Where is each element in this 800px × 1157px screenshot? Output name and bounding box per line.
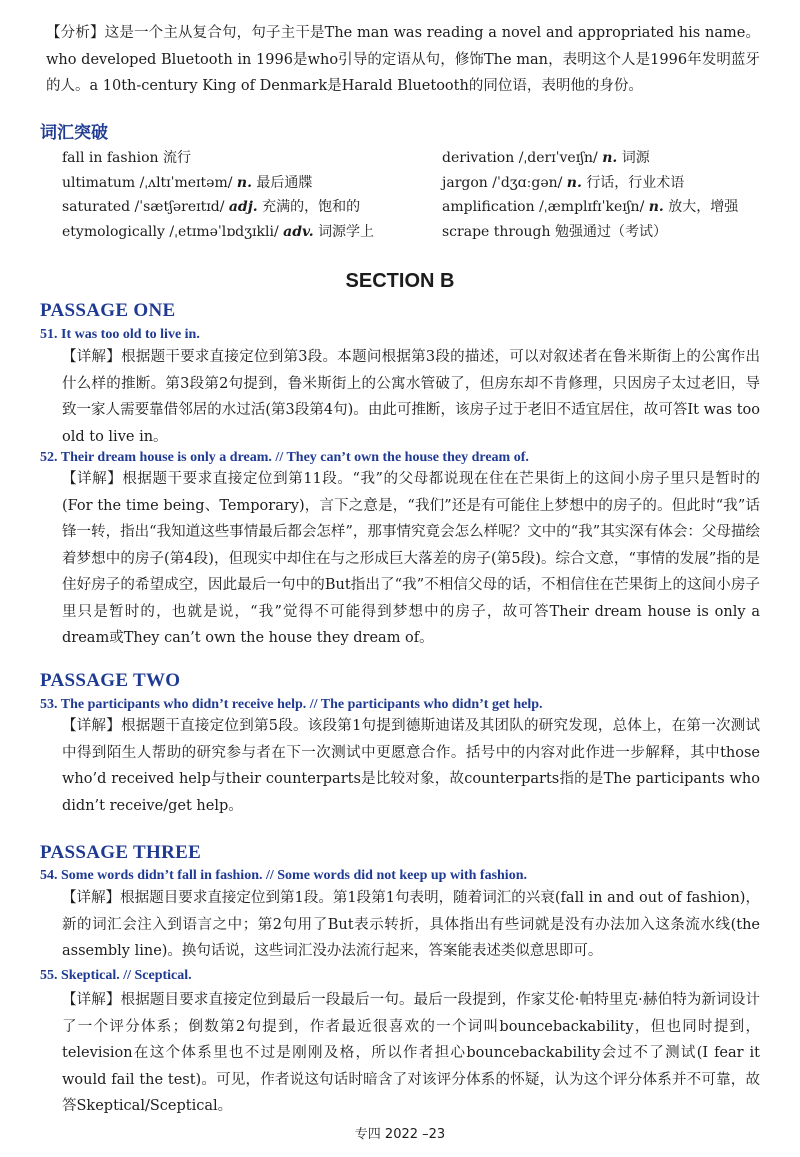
detail-54: 【详解】根据题目要求直接定位到第1段。第1段第1句表明，随着词汇的兴衰(fall in and out of fashion)，新的词汇会注入到语言之中；第2句用了But表示转折，具体指出有些词就是没有办法加入这条流水线(the assembly line)。换句话说，这些词汇没办法流行起来，答案能表述类似意思即可。 [62,890,760,959]
vocab-phonetic: /ˈdʒɑːgən/ [492,174,563,191]
vocab-pos: n. [566,174,582,191]
vocab-item [442,195,782,220]
vocab-item [442,146,782,171]
vocab-word: scrape through [442,223,551,240]
question-54: 54. Some words didn’t fall in fashion. // Some words did not keep up with fashion. [40,868,527,883]
vocab-meaning: 充满的，饱和的 [262,199,361,215]
vocab-meaning: 词源学上 [318,223,375,240]
question-53: 53. The participants who didn’t receive help. // The participants who didn’t get help. [40,697,543,712]
vocabulary-list-left [62,146,402,244]
vocab-item [62,146,402,171]
vocab-word: etymologically [62,223,165,240]
question-55: 55. Skeptical. // Sceptical. [40,968,192,983]
passage-one-title: PASSAGE ONE [40,300,176,321]
vocab-phonetic: /ˌʌltɪˈmeɪtəm/ [139,174,233,191]
vocab-pos: adv. [283,223,314,240]
vocab-phonetic: /ˌderɪˈveɪʃn/ [518,150,598,166]
vocab-item [442,220,782,245]
passage-two-title: PASSAGE TWO [40,670,181,691]
question-51: 51. It was too old to live in. [40,327,200,342]
vocab-pos: n. [602,150,618,166]
vocab-phonetic: /ˌæmplɪfɪˈkeɪʃn/ [539,199,645,215]
vocab-word: jargon [442,174,488,191]
vocab-meaning: 最后通牒 [256,174,313,191]
passage-three-title: PASSAGE THREE [40,842,202,863]
vocab-item [442,171,782,196]
detail-55: 【详解】根据题目要求直接定位到最后一段最后一句。最后一段提到，作家艾伦·帕特里克·赫伯特为新词设计了一个评分体系；倒数第2句提到，作者最近很喜欢的一个词叫bouncebackability，但也同时提到，television在这个体系里也不过是刚刚及格，所以作者担心bouncebackability会过不了测试(I fear it would fail the test)。可见，作者说这句话时暗含了对该评分体系的怀疑，认为这个评分体系并不可靠，故答Skeptical/Sceptical。 [62,992,760,1114]
vocab-phonetic: /ˌetɪməˈlɒdʒɪkli/ [169,223,279,240]
vocab-meaning: 流行 [162,150,191,166]
question-52: 52. Their dream house is only a dream. // They can’t own the house they dream of. [40,450,529,465]
vocab-word: ultimatum [62,174,136,191]
vocab-word: fall in fashion [62,150,159,166]
detail-51: 【详解】根据题干要求直接定位到第3段。本题问根据第3段的描述，可以对叙述者在鲁米斯街上的公寓作出什么样的推断。第3段第2句提到，鲁米斯街上的公寓水管破了，但房东却不肯修理，只因房子太过老旧，导致一家人需要靠借邻居的水过活(第3段第4句)。由此可推断，该房子过于老旧不适宜居住，故可答It was too old to live in。 [62,349,760,445]
vocab-meaning: 放大，增强 [668,199,739,215]
vocab-pos: n. [648,199,664,215]
vocab-word: amplification [442,199,535,215]
vocab-item [62,220,402,245]
vocab-meaning: 勉强通过（考试） [554,223,667,240]
vocabulary-heading: 词汇突破 [40,123,108,143]
detail-53: 【详解】根据题干直接定位到第5段。该段第1句提到德斯迪诺及其团队的研究发现，总体上，在第一次测试中得到陌生人帮助的研究参与者在下一次测试中更愿意合作。括号中的内容对此作进一步解释，其中those who’d received help与their counterparts是比较对象，故counterparts指的是The participants who didn’t receive/get help。 [62,718,760,814]
vocab-meaning: 词源 [621,150,650,166]
detail-52: 【详解】根据题干要求直接定位到第11段。“我”的父母都说现在住在芒果街上的这间小房子里只是暂时的(For the time being、Temporary)，言下之意是，“我们”还是有可能住上梦想中的房子的。但此时“我”话锋一转，指出“我知道这些事情最后都会怎样”，那事情究竟会怎么样呢？文中的“我”其实深有体会：父母描绘着梦想中的房子(第4段)，但现实中却住在与之形成巨大落差的房子(第5段)。综合文意，“事情的发展”指的是住好房子的希望成空，因此最后一句中的But指出了“我”不相信父母的话，不相信住在芒果街上的这间小房子里只是暂时的，也就是说，“我”觉得不可能得到梦想中的房子，故可答Their dream house is only a dream或They can’t own the house they dream of。 [62,471,760,646]
page-number: 专四 2022 –23 [354,1127,446,1142]
vocab-word: saturated [62,199,131,215]
vocab-item [62,195,402,220]
analysis-paragraph: 【分析】这是一个主从复合句，句子主干是The man was reading a novel and appropriated his name。who developed Bluetooth in 1996是who引导的定语从句，修饰The man，表明这个人是1996年发明蓝牙的人。a 10th-century King of Denmark是Harald Bluetooth的同位语，表明他的身份。 [46,25,760,94]
vocab-item [62,171,402,196]
vocabulary-list-right [442,146,782,244]
vocab-meaning: 行话，行业术语 [586,174,685,191]
vocab-pos: adj. [228,199,258,215]
vocab-phonetic: /ˈsætʃəreɪtɪd/ [134,199,225,215]
vocab-pos: n. [236,174,252,191]
vocab-word: derivation [442,150,515,166]
section-title: SECTION B [345,270,455,292]
